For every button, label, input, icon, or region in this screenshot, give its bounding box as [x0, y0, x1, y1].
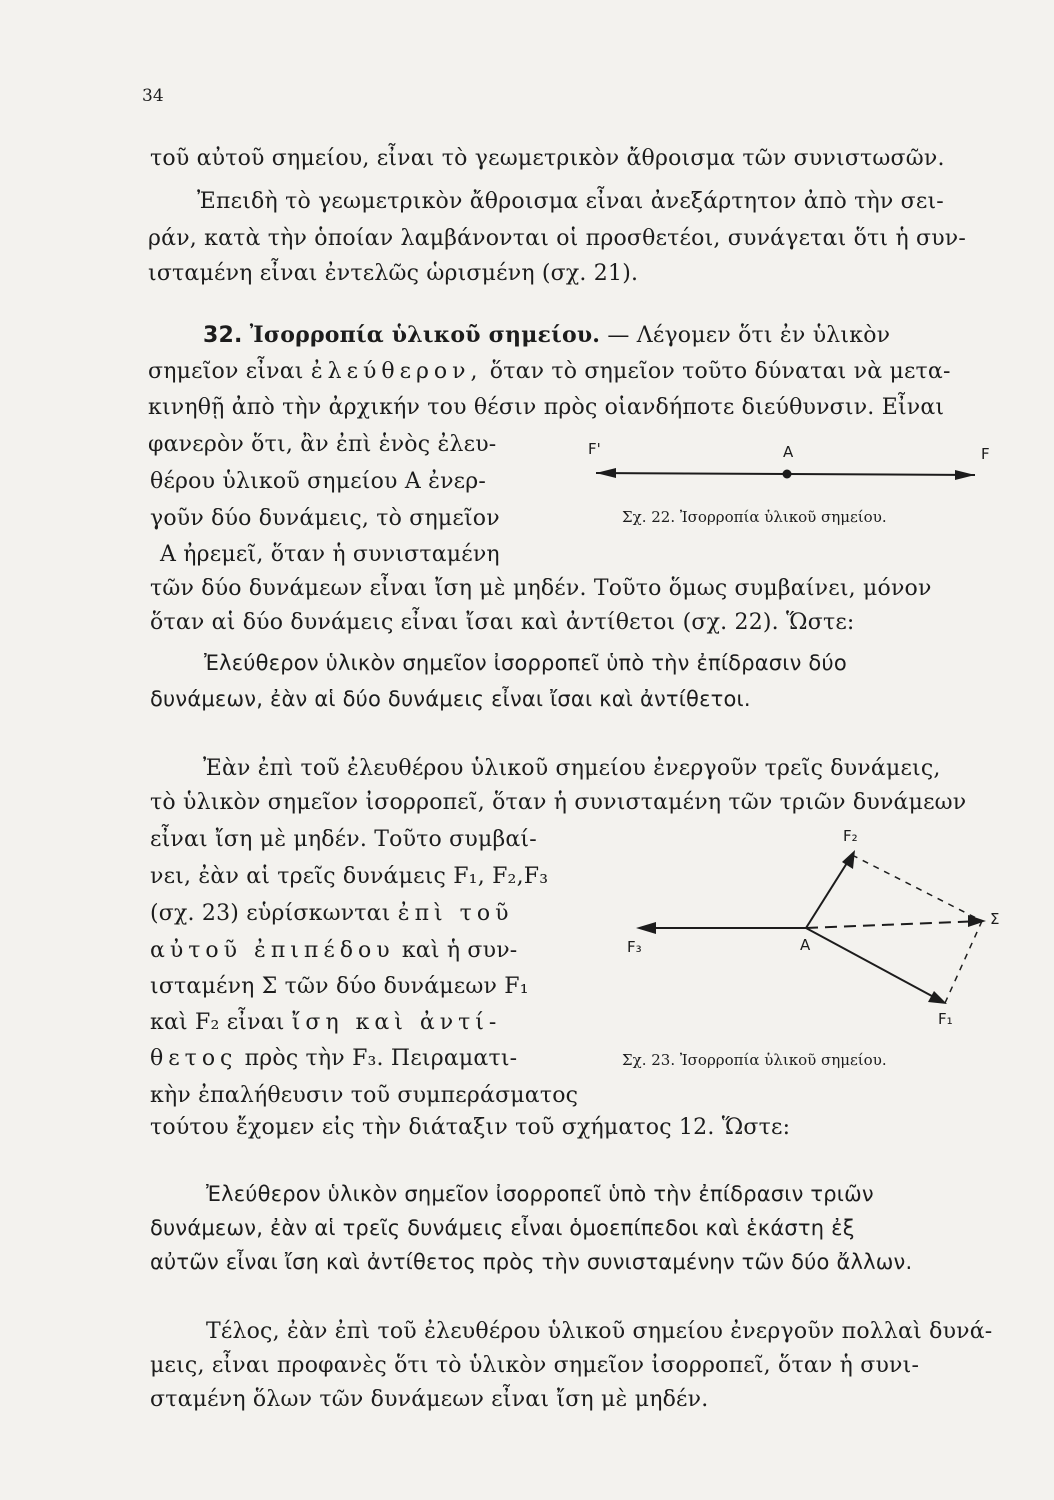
rule-line: δυνάμεων, ἐὰν αἱ δύο δυνάμεις εἶναι ἴσαι καὶ ἀντίθετοι. — [150, 687, 751, 711]
emphasized-term: ἐλεύθερον, — [310, 359, 483, 384]
section-title: Ἰσορροπία ὑλικοῦ σημείου. — [249, 322, 601, 348]
fig22-label-a: A — [783, 443, 794, 461]
section-number: 32. — [203, 323, 243, 348]
text-fragment: πρὸς τὴν F₃. Πειραματι- — [244, 1046, 518, 1071]
text-line: φανερὸν ὅτι, ἂν ἐπὶ ἑνὸς ἐλευ- — [148, 432, 497, 457]
fig23-label-f1: F₁ — [938, 1010, 953, 1028]
text-line: εἶναι ἴση μὲ μηδέν. Τοῦτο συμβαί- — [150, 827, 537, 852]
text-fragment: σημεῖον εἶναι — [148, 359, 304, 384]
text-line: Α ἠρεμεῖ, ὅταν ἡ συνισταμένη — [160, 542, 500, 567]
fig23-label-a: A — [800, 936, 811, 954]
text-line: τῶν δύο δυνάμεων εἶναι ἴση μὲ μηδέν. Τοῦτο ὅμως συμβαίνει, μόνον — [150, 576, 932, 601]
fig23-parallelogram-top — [852, 855, 982, 921]
emphasized-term: ἐπὶ τοῦ — [397, 901, 514, 926]
emphasized-term: θετος — [150, 1046, 238, 1071]
fig23-caption: Σχ. 23. Ἰσορροπία ὑλικοῦ σημείου. — [622, 1051, 887, 1069]
text-line: ὅταν αἱ δύο δυνάμεις εἶναι ἴσαι καὶ ἀντίθετοι (σχ. 22). Ὥστε: — [150, 610, 855, 635]
text-line: θέρου ὑλικοῦ σημείου Α ἐνερ- — [150, 469, 487, 494]
fig22-label-f-prime: F' — [588, 440, 601, 458]
text-line: νει, ἐὰν αἱ τρεῖς δυνάμεις F₁, F₂,F₃ — [150, 864, 549, 889]
text-line: Ἐὰν ἐπὶ τοῦ ἐλευθέρου ὑλικοῦ σημείου ἐνεργοῦν τρεῖς δυνάμεις, — [203, 756, 941, 781]
fig22-caption: Σχ. 22. Ἰσορροπία ὑλικοῦ σημείου. — [622, 508, 887, 526]
emphasized-term: ἴση καὶ ἀντί- — [291, 1010, 502, 1035]
text-line: Ἐπειδὴ τὸ γεωμετρικὸν ἄθροισμα εἶναι ἀνεξάρτητον ἀπὸ τὴν σει- — [197, 189, 944, 214]
fig23-parallelogram-right — [945, 921, 982, 1003]
text-line: ισταμένη Σ τῶν δύο δυνάμεων F₁ — [150, 974, 529, 999]
text-line: τοῦ αὐτοῦ σημείου, εἶναι τὸ γεωμετρικὸν ἄθροισμα τῶν συνιστωσῶν. — [150, 146, 945, 171]
text-line: τούτου ἔχομεν εἰς τὴν διάταξιν τοῦ σχήματος 12. Ὥστε: — [150, 1115, 791, 1140]
text-line: ράν, κατὰ τὴν ὁποίαν λαμβάνονται οἱ προσθετέοι, συνάγεται ὅτι ἡ συν- — [148, 226, 967, 251]
text-line: ισταμένη εἶναι ἐντελῶς ὡρισμένη (σχ. 21). — [148, 261, 639, 286]
fig23-label-sigma: Σ — [990, 910, 1000, 928]
rule-line: Ἐλεύθερον ὑλικὸν σημεῖον ἰσορροπεῖ ὑπὸ τὴν ἐπίδρασιν τριῶν — [206, 1182, 874, 1206]
text-line: Τέλος, ἐὰν ἐπὶ τοῦ ἐλευθέρου ὑλικοῦ σημείου ἐνεργοῦν πολλαὶ δυνά- — [206, 1319, 993, 1344]
text-line: γοῦν δύο δυνάμεις, τὸ σημεῖον — [150, 506, 500, 531]
page-number: 34 — [142, 86, 164, 106]
rule-line: αὐτῶν εἶναι ἴση καὶ ἀντίθετος πρὸς τὴν συνισταμένην τῶν δύο ἄλλων. — [150, 1250, 913, 1274]
emphasized-term: αὐτοῦ ἐπιπέδου — [150, 938, 395, 963]
text-line: τὸ ὑλικὸν σημεῖον ἰσορροπεῖ, ὅταν ἡ συνισταμένη τῶν τριῶν δυνάμεων — [150, 790, 967, 815]
fig23-force-f2-line — [806, 855, 852, 928]
rule-line: Ἐλεύθερον ὑλικὸν σημεῖον ἰσορροπεῖ ὑπὸ τὴν ἐπίδρασιν δύο — [204, 651, 847, 675]
fig23-arrow-f1-icon — [928, 991, 947, 1004]
fig23-arrow-f3-icon — [636, 922, 656, 934]
fig23-resultant-line — [806, 921, 982, 928]
text-line: κινηθῇ ἀπὸ τὴν ἀρχικήν του θέσιν πρὸς οἱανδήποτε διεύθυνσιν. Εἶναι — [148, 395, 945, 420]
fig22-label-f: F — [981, 445, 990, 463]
text-fragment: ὅταν τὸ σημεῖον τοῦτο δύναται νὰ μετα- — [489, 359, 951, 384]
text-fragment: καὶ ἡ συν- — [401, 938, 518, 963]
fig23-force-f1-line — [806, 928, 943, 1002]
rule-line: δυνάμεων, ἐὰν αἱ τρεῖς δυνάμεις εἶναι ὁμοεπίπεδοι καὶ ἑκάστη ἐξ — [150, 1216, 855, 1240]
text-line: μεις, εἶναι προφανὲς ὅτι τὸ ὑλικὸν σημεῖον ἰσορροπεῖ, ὅταν ἡ συνι- — [150, 1353, 920, 1378]
section-heading-rest: — Λέγομεν ὅτι ἐν ὑλικὸν — [607, 323, 891, 348]
text-line: σταμένη ὅλων τῶν δυνάμεων εἶναι ἴση μὲ μηδέν. — [150, 1387, 709, 1412]
fig23-label-f3: F₃ — [627, 938, 642, 956]
text-fragment: καὶ F₂ εἶναι — [150, 1010, 285, 1035]
text-line: κὴν ἐπαλήθευσιν τοῦ συμπεράσματος — [150, 1083, 579, 1108]
fig23-arrow-sigma-icon — [968, 915, 986, 927]
fig23-label-f2: F₂ — [843, 827, 858, 845]
text-fragment: (σχ. 23) εὑρίσκωνται — [150, 901, 391, 926]
